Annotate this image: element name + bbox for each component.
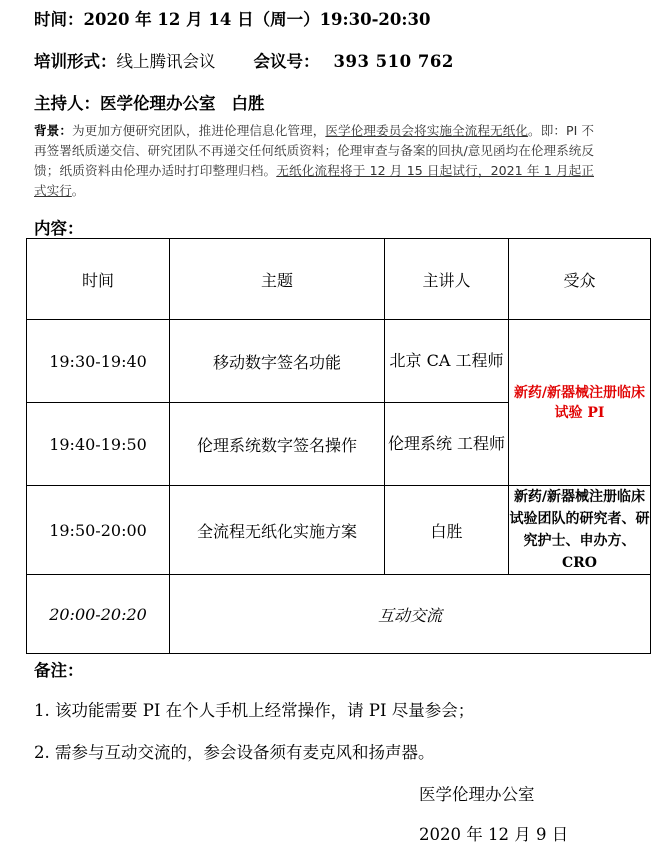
row-topic: 移动数字签名功能 — [170, 320, 385, 403]
host-label: 主持人： — [34, 94, 100, 113]
host-line — [34, 90, 265, 114]
content-label: 内容： — [34, 219, 84, 238]
agenda-table — [26, 238, 651, 654]
row-speaker: 伦理系统 工程师 — [385, 403, 509, 486]
note-item: 1. 该功能需要 PI 在个人手机上经常操作，请 PI 尽量参会； — [34, 701, 475, 720]
table-row — [27, 320, 651, 403]
time-value: 2020 年 12 月 14 日（周一）19:30-20:30 — [83, 10, 431, 29]
background-text-3: 。即：PI 不再签署纸质递交信、研究团队不再递交任何纸质资料；伦理审查与备案的回执/意见函均在伦理系统反馈；纸质资料由伦理办适时打印整理归档。 — [34, 123, 595, 178]
row-topic: 全流程无纸化实施方案 — [170, 486, 385, 575]
background-paragraph — [34, 121, 594, 201]
audience-team: 新药/新器械注册临床试验团队的研究者、研究护士、申办方、CRO — [509, 486, 651, 575]
host-name: 白胜 — [231, 94, 265, 113]
background-text-5: 。 — [71, 183, 85, 198]
time-label: 时间： — [34, 10, 84, 29]
format-value: 线上腾讯会议 — [116, 52, 216, 71]
meeting-id-value: 393 510 762 — [333, 52, 454, 71]
table-row-interactive — [27, 575, 651, 654]
note-item: 2. 需参与互动交流的，参会设备须有麦克风和扬声器。 — [34, 743, 435, 762]
background-label: 背景： — [34, 123, 73, 138]
background-text-4: 无纸化流程将于 12 月 15 日起试行，2021 年 1 月起正式实行 — [34, 163, 594, 198]
table-row — [27, 486, 651, 575]
header-time: 时间 — [27, 239, 170, 320]
meeting-time — [34, 6, 430, 30]
signature-office: 医学伦理办公室 — [419, 785, 535, 804]
row-time: 19:40-19:50 — [27, 403, 170, 486]
row-time: 19:50-20:00 — [27, 486, 170, 575]
header-speaker: 主讲人 — [385, 239, 509, 320]
host-office: 医学伦理办公室 — [100, 94, 216, 113]
row-time: 20:00-20:20 — [27, 575, 170, 654]
row-speaker: 白胜 — [385, 486, 509, 575]
format-label: 培训形式： — [34, 52, 117, 71]
notes-title: 备注： — [34, 661, 84, 680]
audience-pi: 新药/新器械注册临床试验 PI — [509, 320, 651, 486]
training-format — [34, 48, 454, 72]
row-topic: 伦理系统数字签名操作 — [170, 403, 385, 486]
background-text-1: 为更加方便研究团队，推进伦理信息化管理， — [72, 123, 326, 138]
header-audience: 受众 — [509, 239, 651, 320]
table-header-row — [27, 239, 651, 320]
row-speaker: 北京 CA 工程师 — [385, 320, 509, 403]
header-topic: 主题 — [170, 239, 385, 320]
background-text-2: 医学伦理委员会将实施全流程无纸化 — [325, 123, 529, 138]
signature-date: 2020 年 12 月 9 日 — [419, 825, 569, 844]
row-time: 19:30-19:40 — [27, 320, 170, 403]
meeting-id-label: 会议号： — [253, 52, 320, 71]
row-topic-interactive: 互动交流 — [170, 575, 651, 654]
